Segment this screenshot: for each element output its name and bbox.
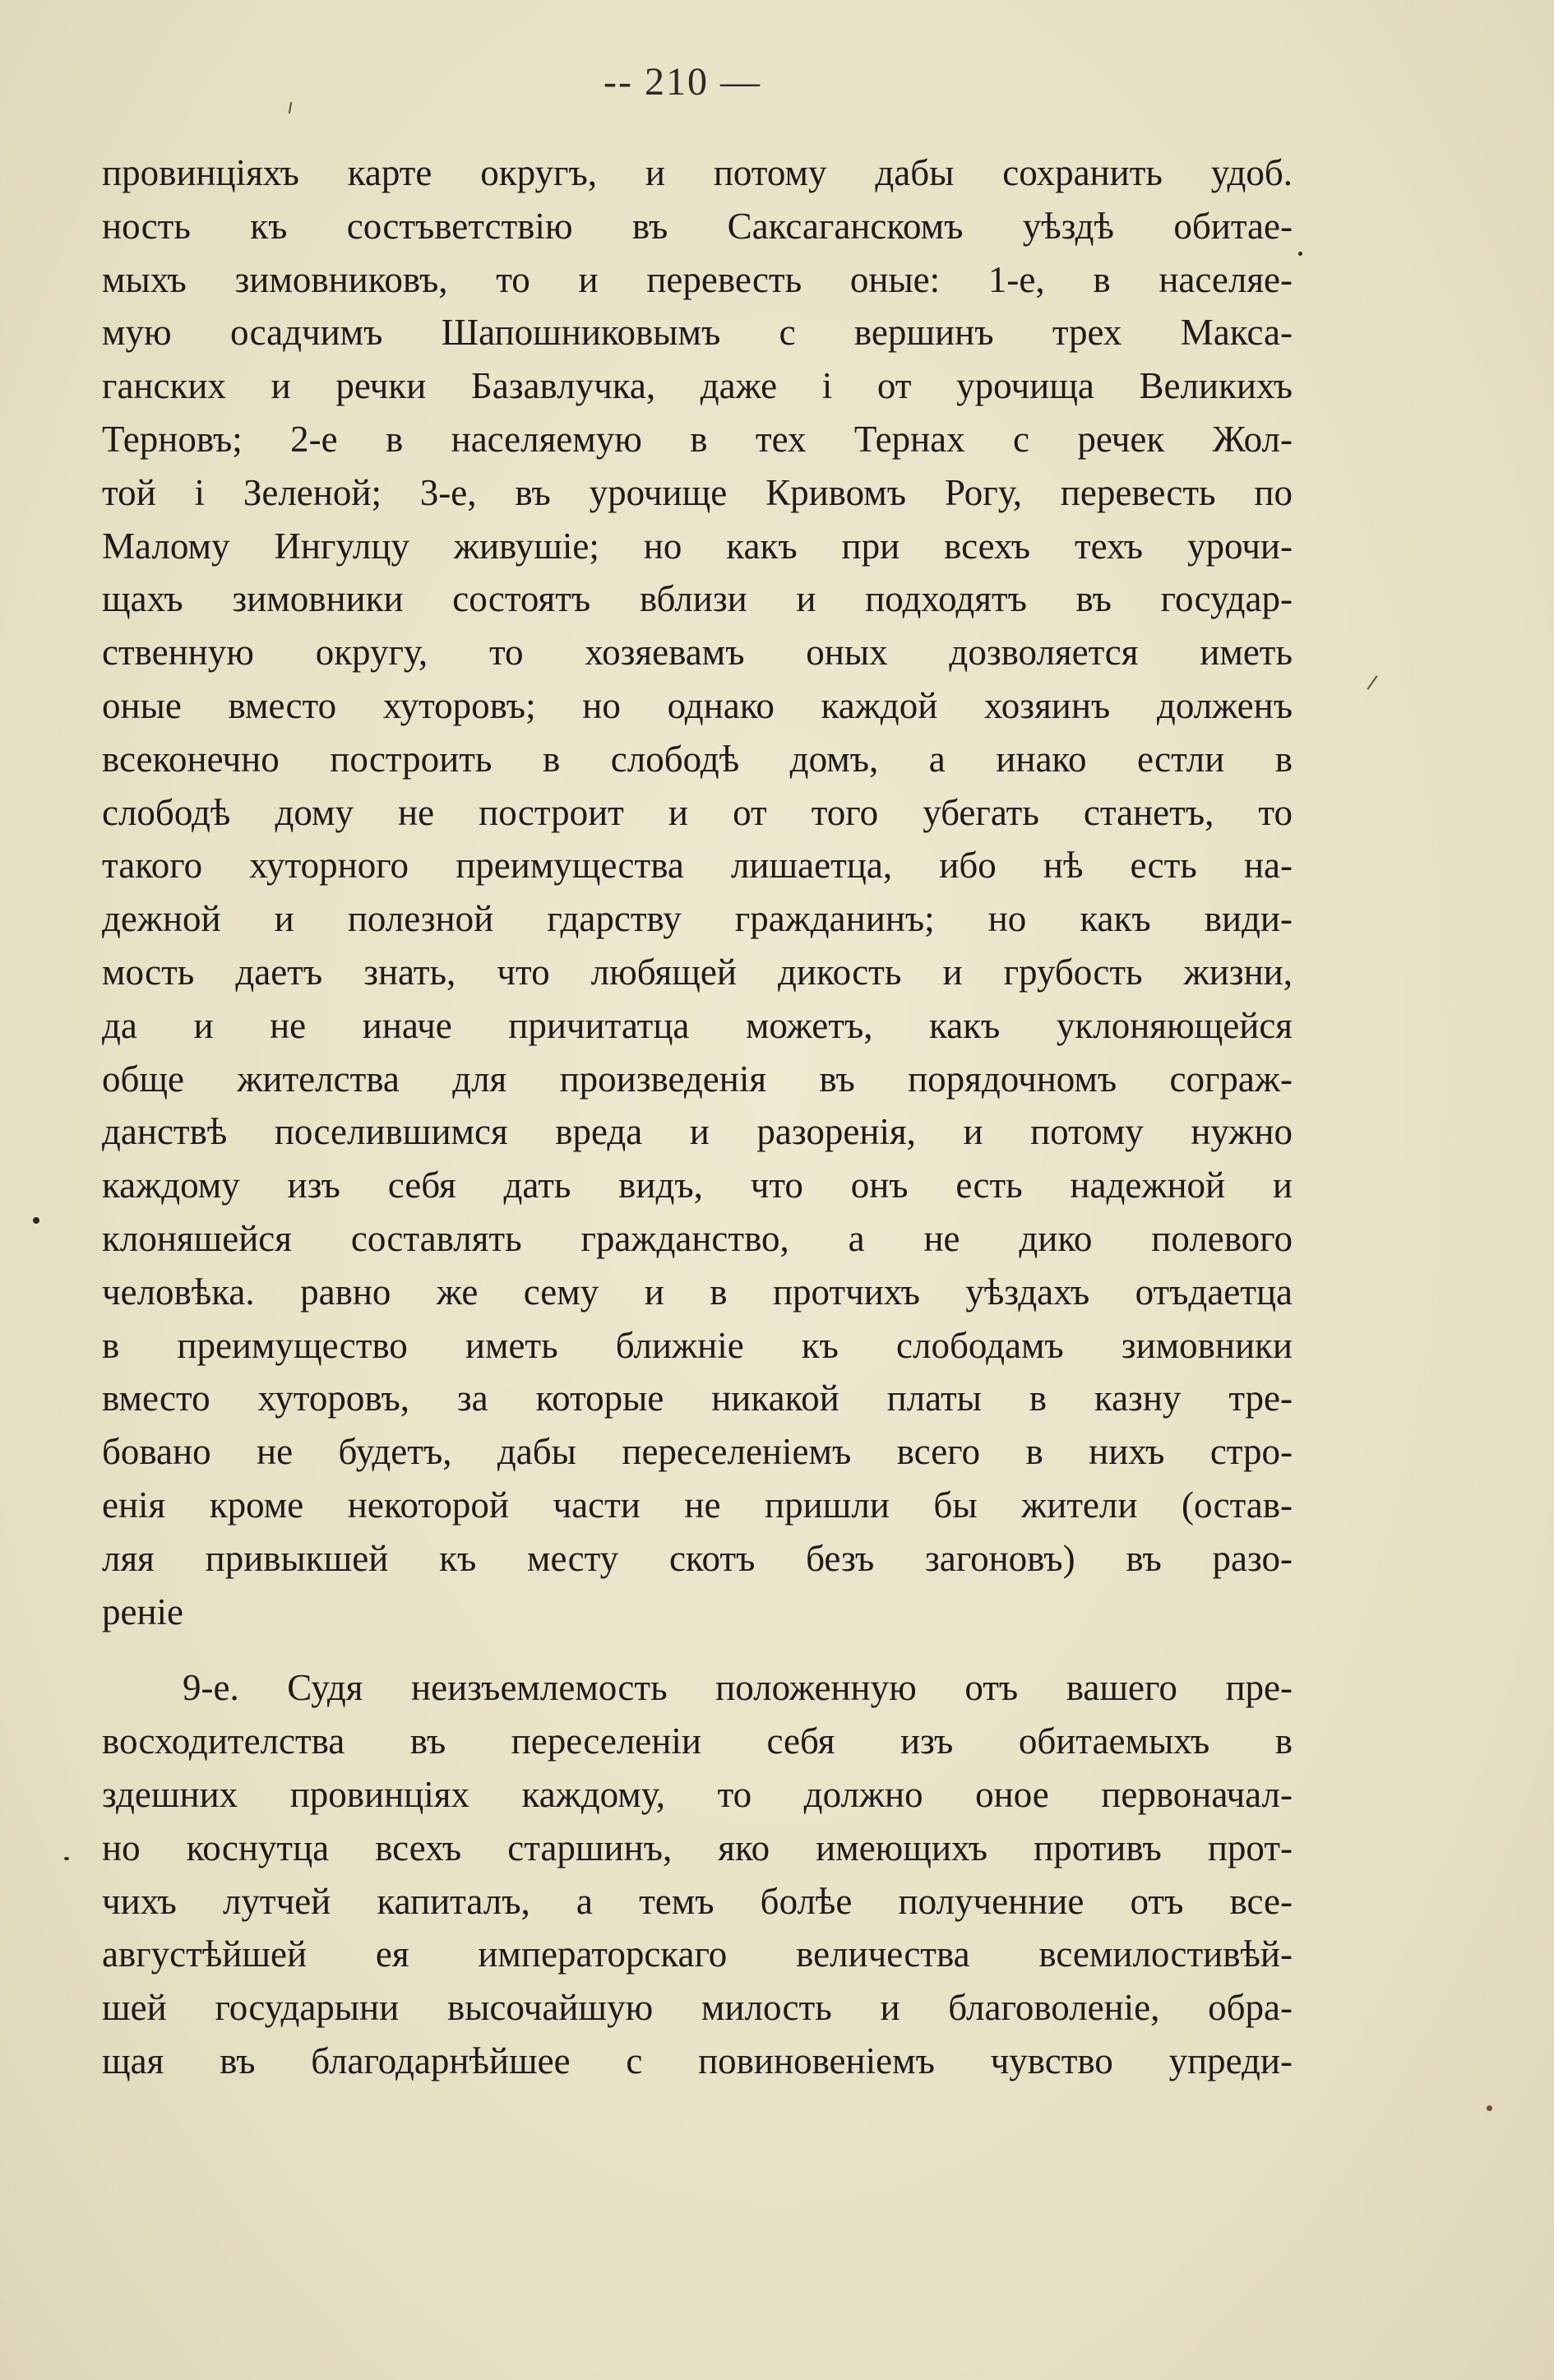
text-line: клоняшейся составлять гражданство, а не дико полевого: [102, 1217, 1293, 1259]
page-number: -- 210 —: [604, 60, 761, 104]
text-line: вместо хуторовъ, за которые никакой платы в казну тре-: [102, 1378, 1293, 1419]
text-line: каждому изъ себя дать видъ, что онъ есть надежной и: [102, 1165, 1293, 1206]
paragraph-1: [102, 146, 1293, 1638]
text-line: мость даетъ знать, что любящей дикость и грубость жизни,: [102, 951, 1293, 993]
text-line: реніе: [102, 1591, 184, 1632]
text-line: слободѣ дому не построит и от того убегать станетъ, то: [102, 791, 1293, 833]
text-line: ность къ состъветствію въ Саксаганскомъ уѣздѣ обитае-: [102, 205, 1293, 247]
text-line: человѣка. равно же сему и в протчихъ уѣздахъ отъдаетца: [102, 1271, 1293, 1313]
text-line: мыхъ зимовниковъ, то и перевесть оные: 1-е, в населяе-: [102, 258, 1293, 300]
text-line: енія кроме некоторой части не пришли бы жители (остав-: [102, 1484, 1293, 1526]
text-line: восходителства въ переселеніи себя изъ обитаемыхъ в: [102, 1720, 1293, 1762]
text-line: мую осадчимъ Шапошниковымъ с вершинъ трех Макса-: [102, 312, 1293, 354]
text-line: такого хуторного преимущества лишаетца, ибо нѣ есть на-: [102, 845, 1293, 887]
text-line: той і Зеленой; 3-е, въ урочище Кривомъ Рогу, перевесть по: [102, 471, 1293, 513]
ink-speck: [33, 1217, 39, 1224]
text-line: августѣйшей ея императорскаго величества всемилостивѣй-: [102, 1933, 1293, 1975]
body-text: [102, 146, 1293, 2088]
text-line: провинціяхъ карте округъ, и потому дабы сохранить удоб.: [102, 152, 1293, 193]
text-line: чихъ лутчей капиталъ, а темъ болѣе полученние отъ все-: [102, 1880, 1293, 1922]
text-line: 9-е. Судя неизъемлемость положенную отъ вашего пре-: [183, 1667, 1293, 1709]
text-line: здешних провинціях каждому, то должно оное первоначал-: [102, 1773, 1293, 1815]
ink-speck: [64, 1857, 69, 1860]
text-line: обще жителства для произведенія въ порядочномъ сограж-: [102, 1058, 1293, 1100]
text-line: дежной и полезной гдарству гражданинъ; но какъ види-: [102, 898, 1293, 940]
text-line: в преимущество иметь ближніе къ слободамъ зимовники: [102, 1324, 1293, 1366]
ink-speck: [1298, 252, 1302, 256]
ink-speck: [1487, 2105, 1492, 2111]
text-line: Малому Ингулцу живушіе; но какъ при всехъ техъ урочи-: [102, 525, 1293, 567]
paragraph-gap: [102, 1638, 1293, 1661]
text-line: ляя привыкшей къ месту скотъ безъ загоновъ) въ разо-: [102, 1537, 1293, 1579]
text-line: оные вместо хуторовъ; но однако каждой хозяинъ долженъ: [102, 684, 1293, 726]
paper-scratch: [1367, 675, 1377, 690]
text-line: данствѣ поселившимся вреда и разоренія, и потому нужно: [102, 1111, 1293, 1153]
text-line: но коснутца всехъ старшинъ, яко имеющихъ противъ прот-: [102, 1827, 1293, 1868]
text-line: бовано не будетъ, дабы переселеніемъ всего в нихъ стро-: [102, 1431, 1293, 1473]
text-line: щая въ благодарнѣйшее с повиновеніемъ чувство упреди-: [102, 2040, 1293, 2081]
text-line: всеконечно построить в слободѣ домъ, а инако естли в: [102, 738, 1293, 780]
text-line: Терновъ; 2-е в населяемую в тех Тернах с речек Жол-: [102, 418, 1293, 460]
text-line: щахъ зимовники состоятъ вблизи и подходятъ въ государ-: [102, 578, 1293, 620]
text-line: да и не иначе причитатца можетъ, какъ уклоняющейся: [102, 1004, 1293, 1046]
paragraph-2: [102, 1661, 1293, 2087]
text-line: ганских и речки Базавлучка, даже і от урочища Великихъ: [102, 365, 1293, 407]
text-line: ственную округу, то хозяевамъ оных дозволяется иметь: [102, 632, 1293, 674]
text-line: шей государыни высочайшую милость и благоволеніе, обра-: [102, 1987, 1293, 2029]
